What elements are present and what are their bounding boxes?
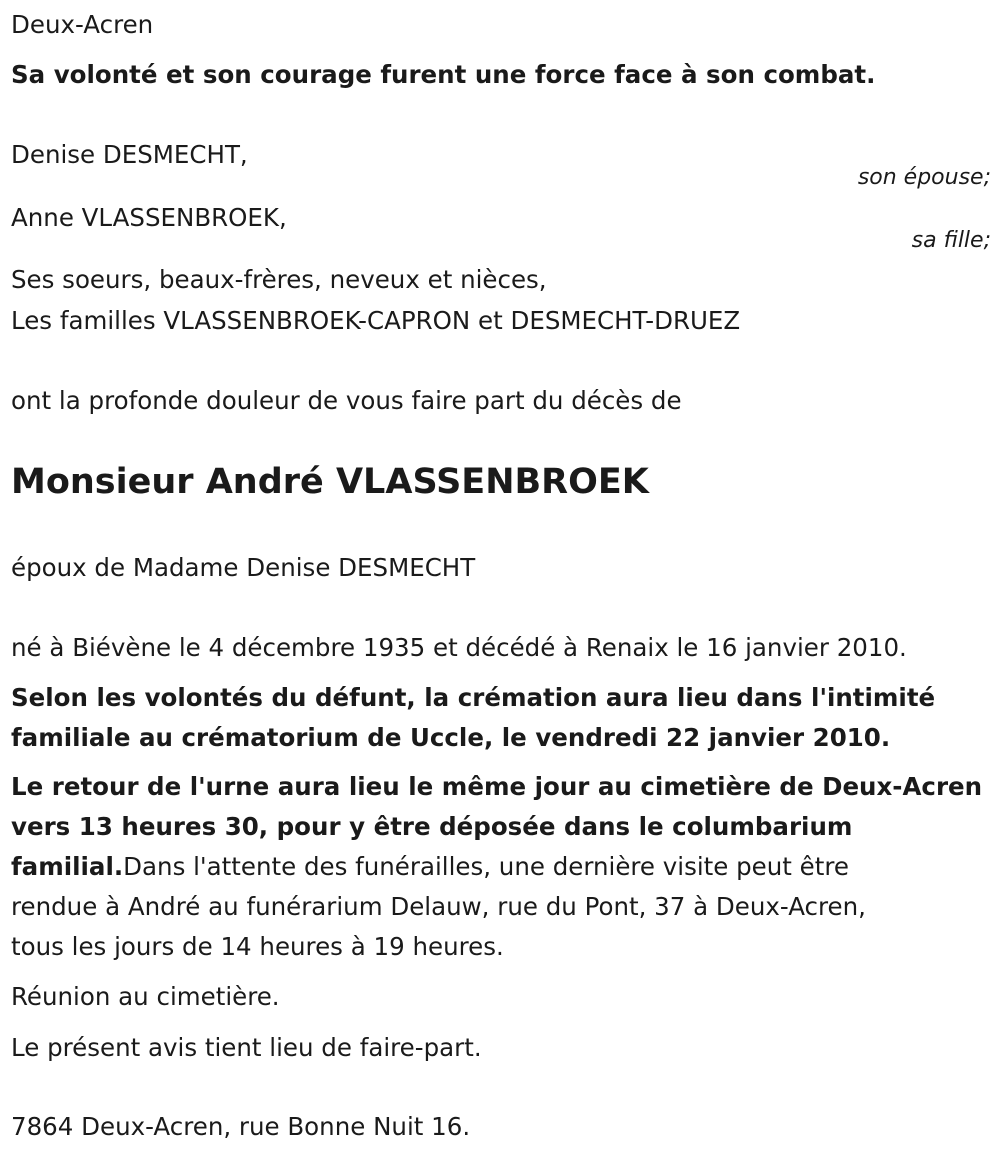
urn-line-3-bold: familial. bbox=[11, 852, 124, 881]
motto: Sa volonté et son courage furent une force face à son combat. bbox=[11, 60, 876, 89]
urn-line-1: Le retour de l'urne aura lieu le même jour au cimetière de Deux-Acren bbox=[11, 772, 983, 801]
urn-line-3-rest: Dans l'attente des funérailles, une dernière visite peut être bbox=[123, 852, 849, 881]
cremation-line-1: Selon les volontés du défunt, la crémation aura lieu dans l'intimité bbox=[11, 683, 936, 712]
cremation-line-2: familiale au crématorium de Uccle, le vendredi 22 janvier 2010. bbox=[11, 723, 891, 752]
address: 7864 Deux-Acren, rue Bonne Nuit 16. bbox=[11, 1112, 471, 1141]
urn-line-3 bbox=[11, 852, 849, 882]
deceased-name: Monsieur André VLASSENBROEK bbox=[11, 462, 649, 502]
relatives-line-2: Les familles VLASSENBROEK-CAPRON et DESMECHT-DRUEZ bbox=[11, 306, 741, 335]
urn-line-5: tous les jours de 14 heures à 19 heures. bbox=[11, 932, 504, 961]
announcement: ont la profonde douleur de vous faire part du décès de bbox=[11, 386, 682, 415]
meeting: Réunion au cimetière. bbox=[11, 982, 280, 1011]
daughter-role: sa fille; bbox=[911, 228, 991, 253]
location-heading: Deux-Acren bbox=[11, 10, 154, 39]
spouse-role: son épouse; bbox=[857, 165, 991, 190]
relatives-line-1: Ses soeurs, beaux-frères, neveux et nièces, bbox=[11, 265, 547, 294]
notice: Le présent avis tient lieu de faire-part. bbox=[11, 1033, 482, 1062]
daughter-name: Anne VLASSENBROEK, bbox=[11, 203, 287, 232]
urn-line-2: vers 13 heures 30, pour y être déposée dans le columbarium bbox=[11, 812, 853, 841]
birth-death: né à Biévène le 4 décembre 1935 et décédé à Renaix le 16 janvier 2010. bbox=[11, 633, 907, 662]
urn-line-4: rendue à André au funérarium Delauw, rue du Pont, 37 à Deux-Acren, bbox=[11, 892, 866, 921]
spouse-of: époux de Madame Denise DESMECHT bbox=[11, 553, 476, 582]
spouse-name: Denise DESMECHT, bbox=[11, 140, 248, 169]
